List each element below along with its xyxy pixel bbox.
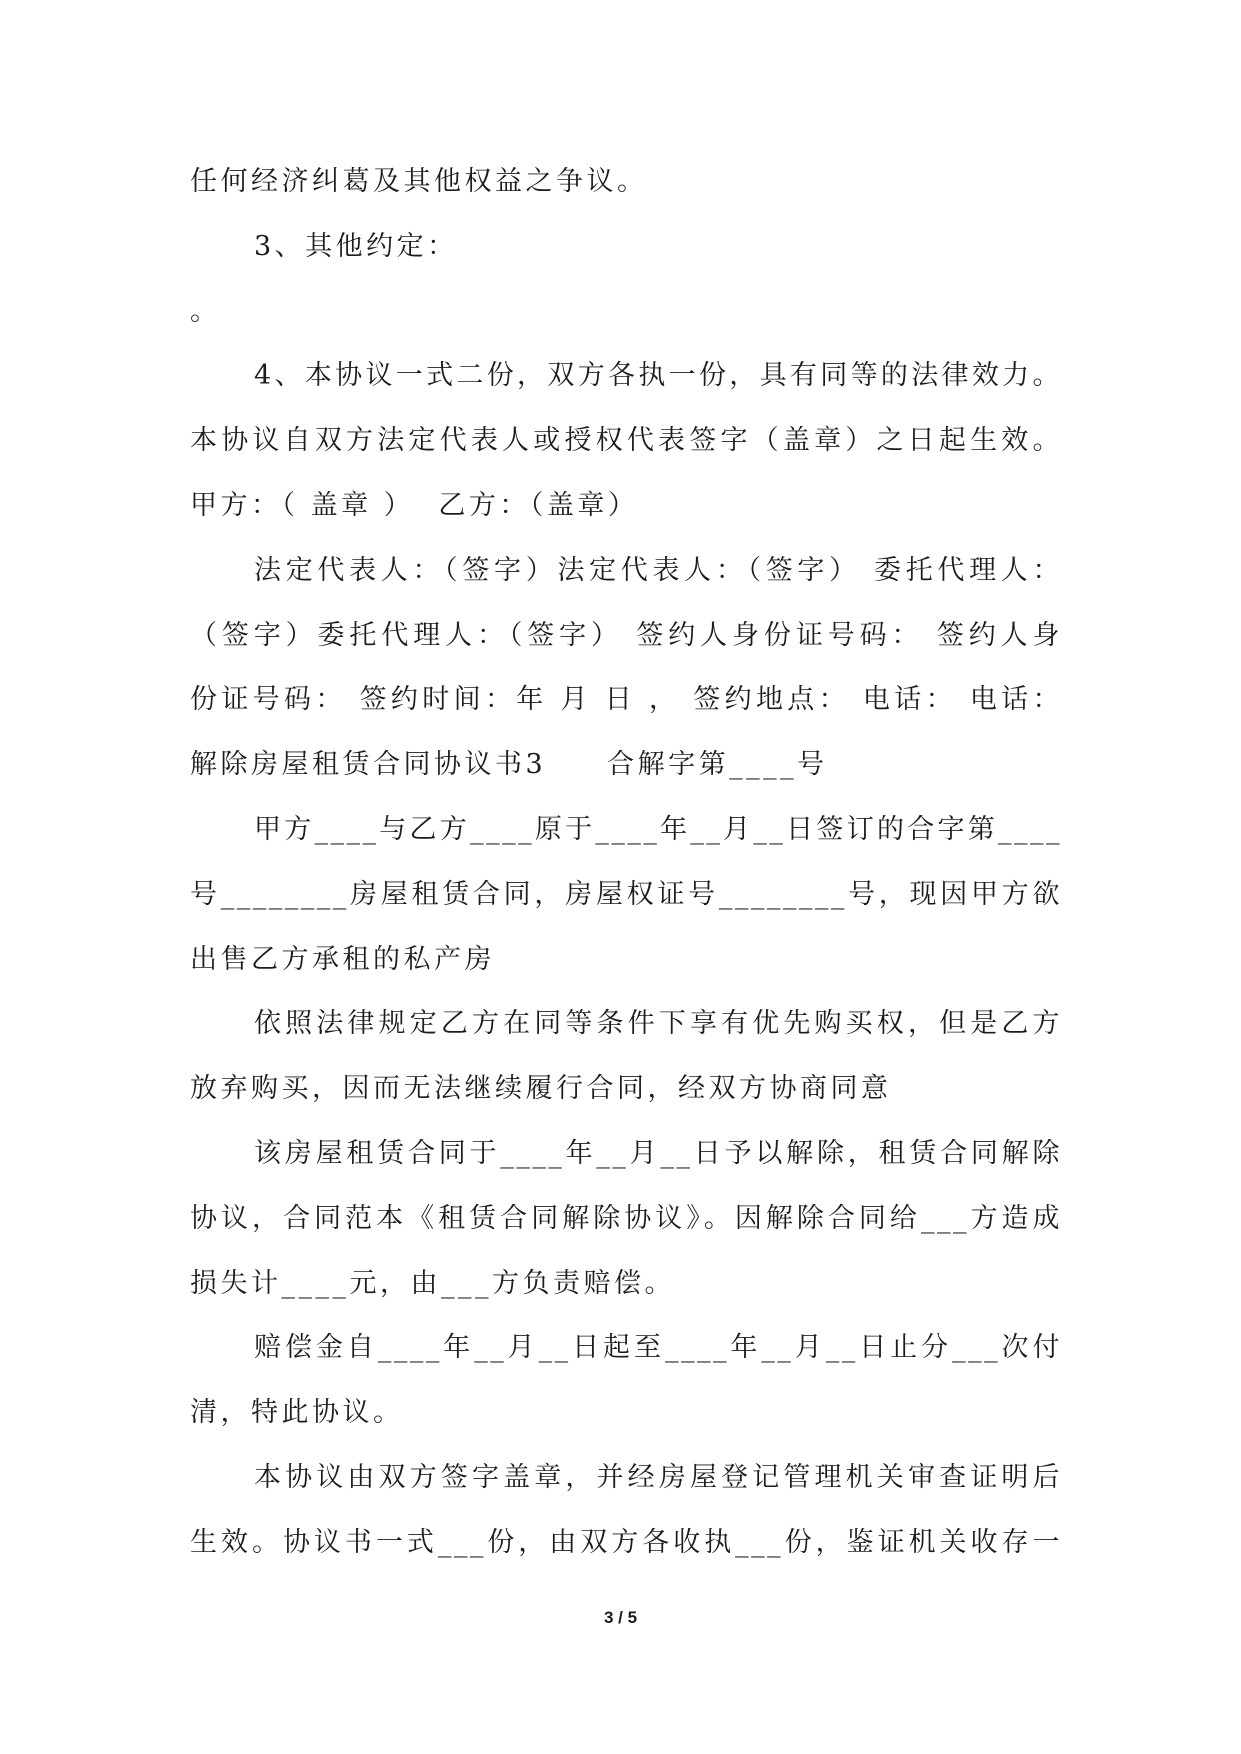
text-line: 3、其他约定： [254,230,458,262]
paragraph [190,1316,1062,1446]
text-line: 赔偿金自____年__月__日起至____年__月__日止分___次付 [254,1332,1062,1364]
paragraph [190,539,1062,798]
text-line: 份证号码： 签约时间：年 月 日 ， 签约地点： 电话： 电话： [190,684,1062,716]
text-line: 本协议自双方法定代表人或授权代表签字（盖章）之日起生效。 [190,425,1062,457]
text-line: 4、本协议一式二份，双方各执一份，具有同等的法律效力。 [254,360,1062,392]
paragraph [190,992,1062,1122]
text-line: 生效。协议书一式___份，由双方各收执___份，鉴证机关收存一 [190,1526,1062,1558]
paragraph [190,1446,1062,1576]
text-line: 任何经济纠葛及其他权益之争议。 [190,166,648,197]
signature-parties-line: 甲方：（ 盖章 ） 乙方：（盖章） [190,489,639,521]
text-line: 清，特此协议。 [190,1397,404,1429]
text-line: 出售乙方承租的私产房 [190,943,495,975]
paragraph [190,215,1062,345]
document-body [190,150,1062,1576]
text-line: 放弃购买，因而无法继续履行合同，经双方协商同意 [190,1073,892,1105]
text-line: 法定代表人：（签字）法定代表人：（签字） 委托代理人： [254,554,1062,586]
paragraph [190,1122,1062,1316]
text-line: 该房屋租赁合同于____年__月__日予以解除，租赁合同解除 [254,1137,1062,1169]
text-line: 号________房屋租赁合同，房屋权证号________号，现因甲方欲 [190,878,1062,910]
text-line: 协议，合同范本《租赁合同解除协议》。因解除合同给___方造成 [190,1202,1062,1234]
agreement-heading-line: 解除房屋租赁合同协议书3 合解字第____号 [190,749,828,781]
text-line: 损失计____元，由___方负责赔偿。 [190,1267,675,1299]
paragraph [190,798,1062,992]
text-line: 依照法律规定乙方在同等条件下享有优先购买权，但是乙方 [254,1008,1062,1040]
text-line: （签字）委托代理人：（签字） 签约人身份证号码： 签约人身 [190,619,1062,651]
text-line: 甲方____与乙方____原于____年__月__日签订的合字第____ [254,813,1062,845]
paragraph [190,344,1062,538]
page-number: 3 / 5 [603,1608,638,1627]
paragraph [190,150,1062,215]
text-line: 。 [190,295,221,327]
text-line: 本协议由双方签字盖章，并经房屋登记管理机关审查证明后 [254,1461,1062,1493]
